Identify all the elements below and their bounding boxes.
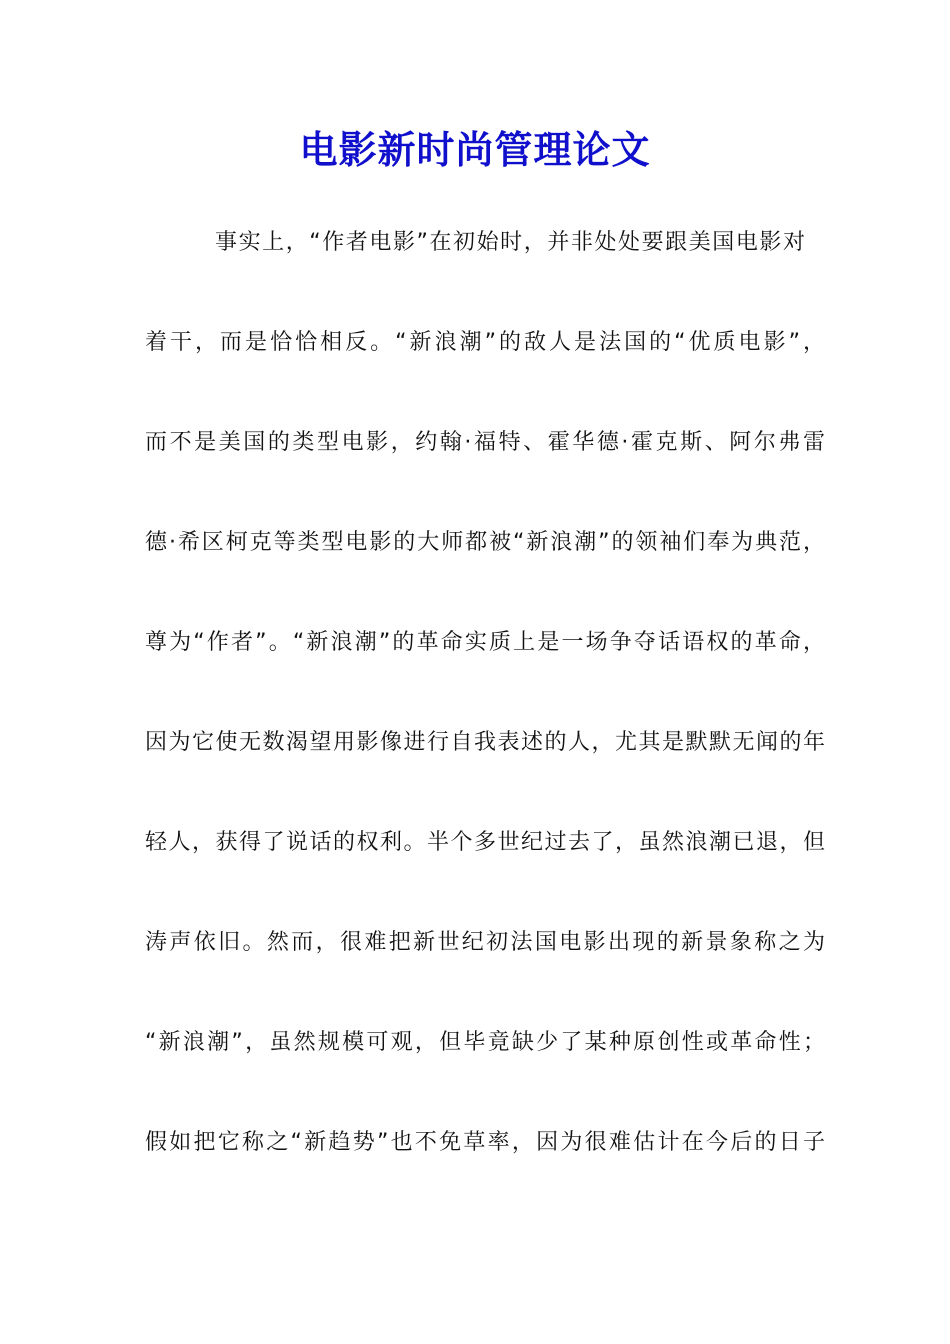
- paragraph-line-10: 假如把它称之“新趋势”也不免草率，因为很难估计在今后的日子: [145, 1130, 825, 1155]
- paragraph-line-4: 德·希区柯克等类型电影的大师都被“新浪潮”的领袖们奉为典范，: [145, 530, 825, 555]
- paragraph-line-7: 轻人，获得了说话的权利。半个多世纪过去了，虽然浪潮已退，但: [145, 830, 825, 855]
- paragraph-line-9: “新浪潮”，虽然规模可观，但毕竟缺少了某种原创性或革命性；: [145, 1030, 825, 1055]
- paragraph-line-1: 事实上，“作者电影”在初始时，并非处处要跟美国电影对: [215, 230, 805, 255]
- paragraph-line-8: 涛声依旧。然而，很难把新世纪初法国电影出现的新景象称之为: [145, 930, 825, 955]
- paragraph-line-2: 着干，而是恰恰相反。“新浪潮”的敌人是法国的“优质电影”，: [145, 330, 825, 355]
- paragraph-line-3: 而不是美国的类型电影，约翰·福特、霍华德·霍克斯、阿尔弗雷: [145, 430, 825, 455]
- document-body: [145, 217, 825, 1217]
- paragraph-line-5: 尊为“作者”。“新浪潮”的革命实质上是一场争夺话语权的革命，: [145, 630, 825, 655]
- document-title: 电影新时尚管理论文: [299, 127, 651, 172]
- paragraph-line-6: 因为它使无数渴望用影像进行自我表述的人，尤其是默默无闻的年: [145, 730, 825, 755]
